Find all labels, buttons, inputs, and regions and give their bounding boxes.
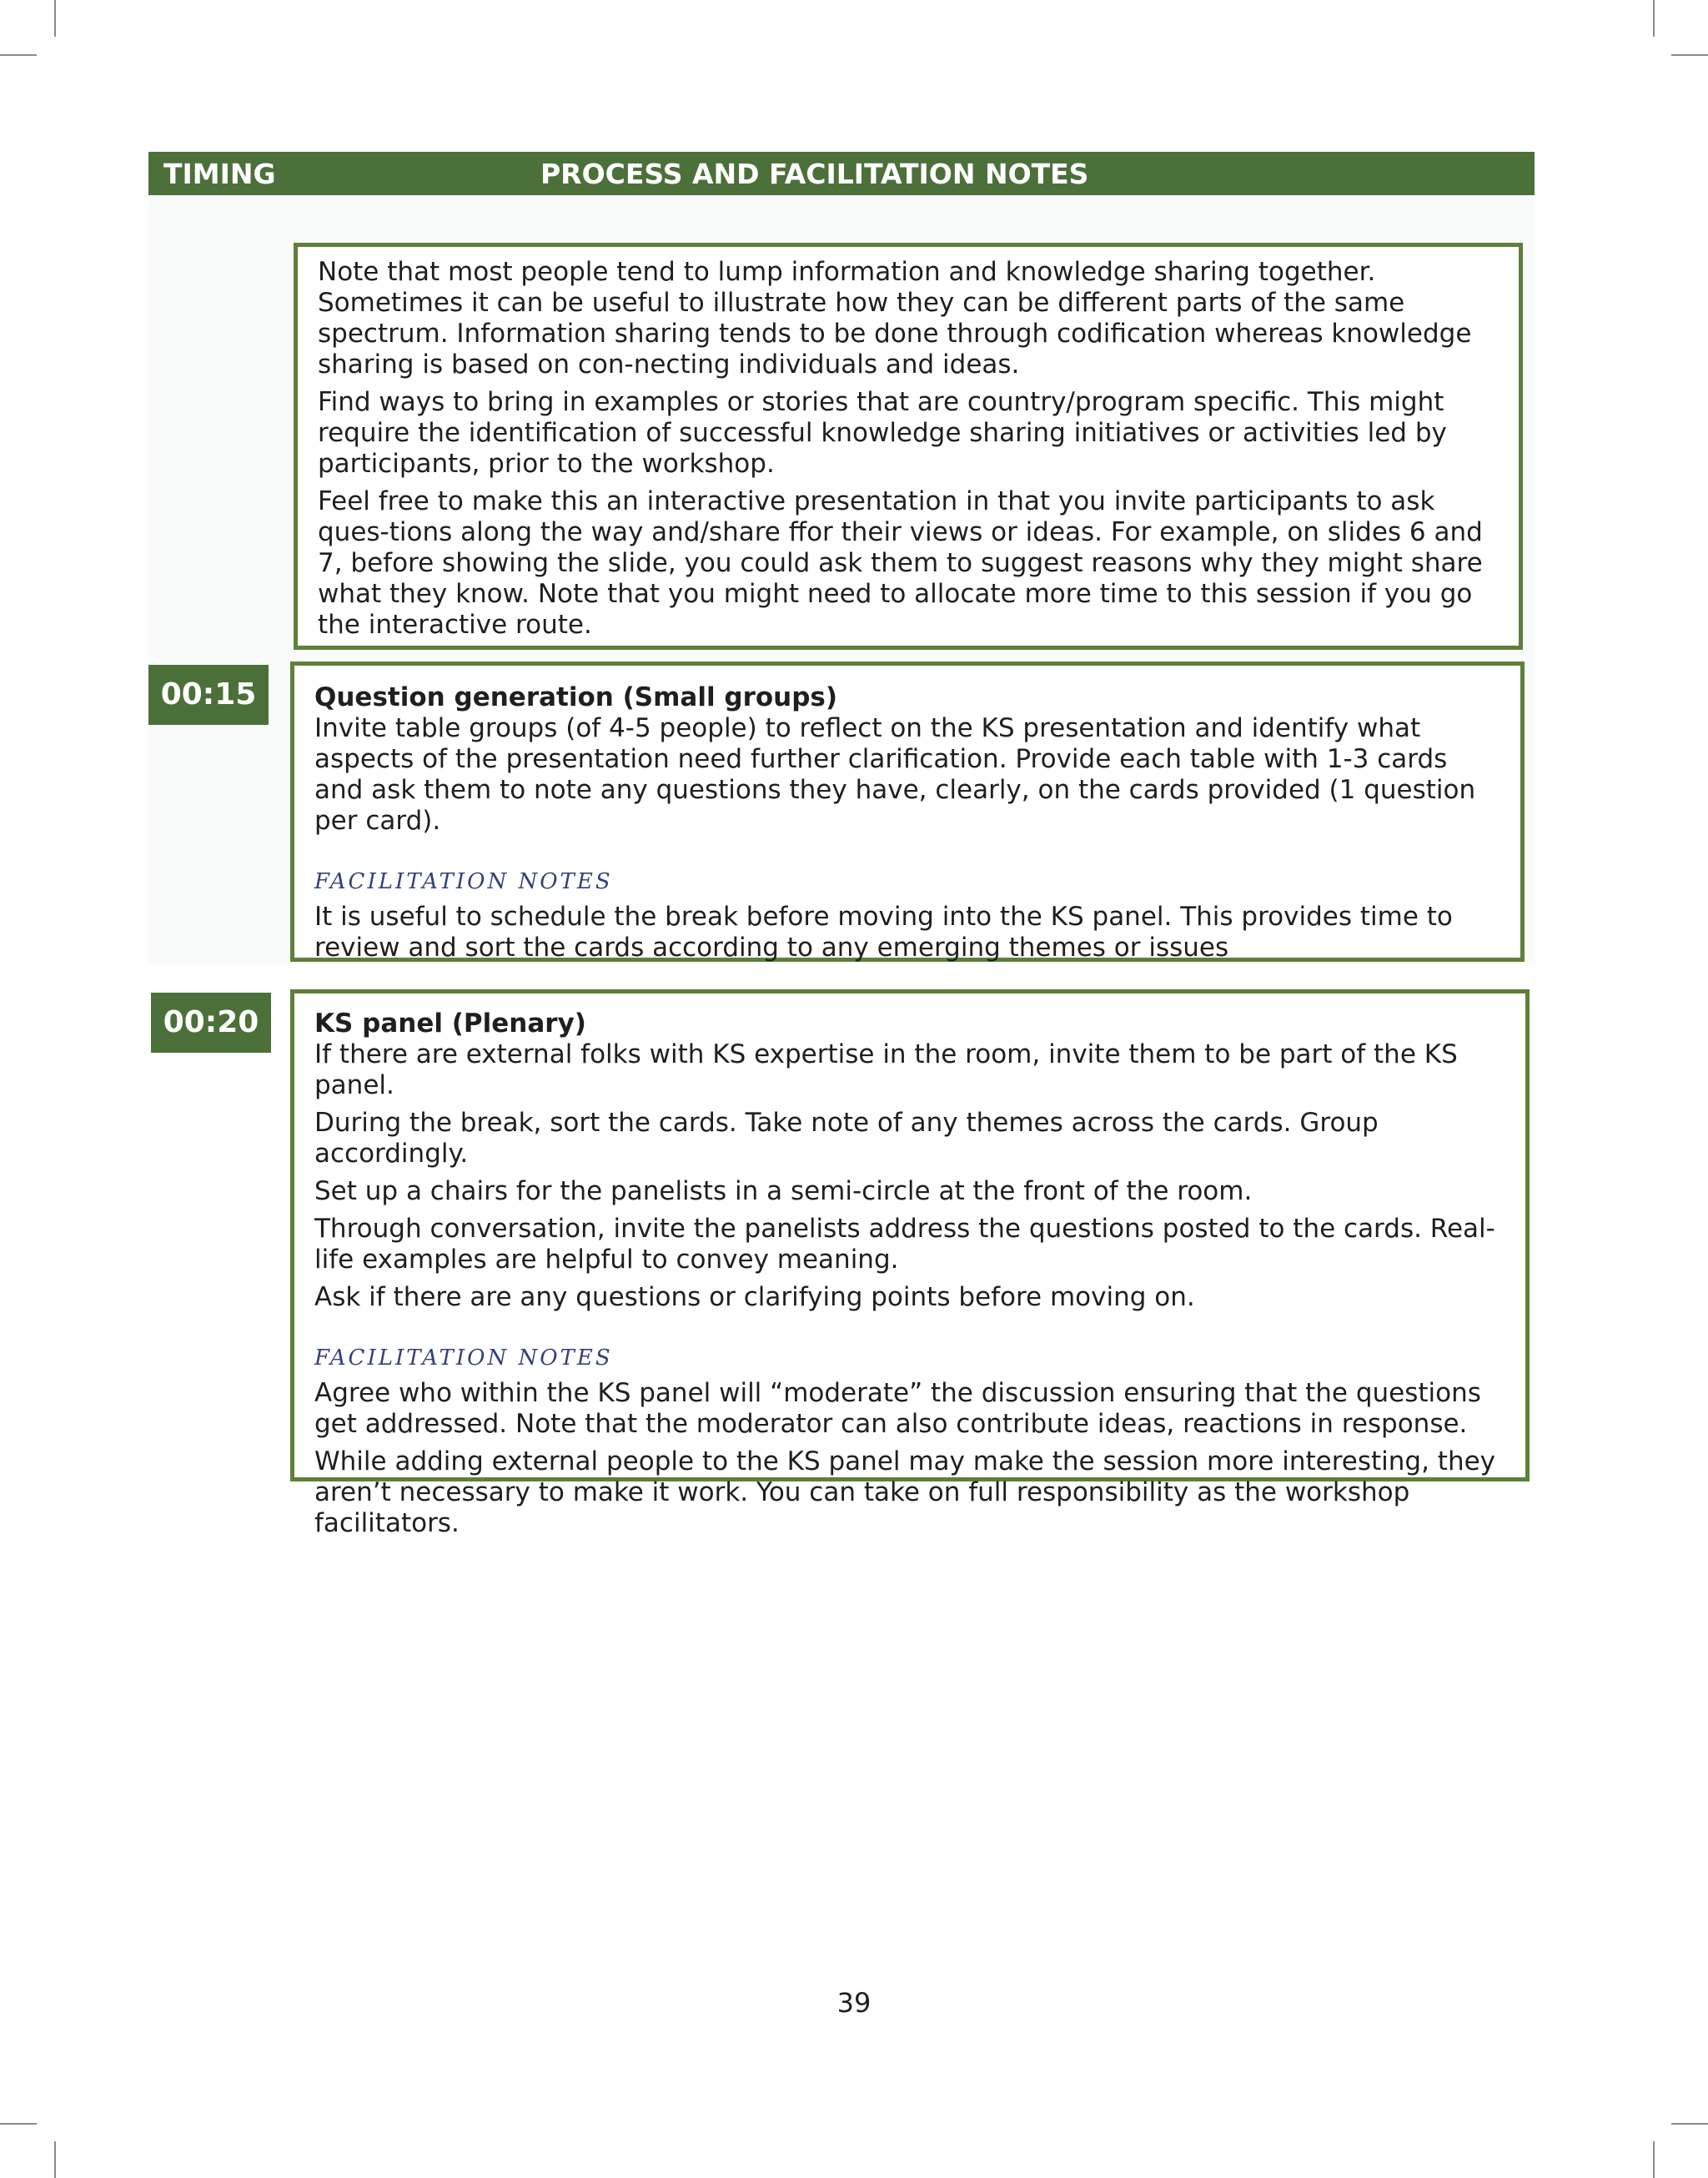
page-number: 39	[836, 1987, 872, 2019]
facilitation-note: Agree who within the KS panel will “moderate” the discussion ensuring that the questions get addressed. Note that the moderator can also contribute ideas, reactions in response.	[314, 1378, 1481, 1439]
crop-mark	[1653, 0, 1655, 37]
notes-column-heading: PROCESS AND FACILITATION NOTES	[540, 158, 1089, 190]
table-header	[148, 152, 1535, 195]
intro-paragraph: Note that most people tend to lump information and knowledge sharing together. Sometimes it can be useful to illustrate how they can be different parts of the same spectrum. Information sharing tends to be done through codification whereas knowledge sharing is based on con-necting individuals and ideas.	[318, 257, 1472, 380]
time-badge: 00:20	[151, 993, 271, 1053]
crop-mark	[0, 2123, 37, 2125]
facilitation-note: While adding external people to the KS panel may make the session more interesting, they aren’t necessary to make it work. You can take on full responsibility as the workshop facilitators.	[314, 1446, 1496, 1538]
session-paragraph: Ask if there are any questions or clarifying points before moving on.	[314, 1282, 1195, 1312]
facilitation-note: It is useful to schedule the break before moving into the KS panel. This provides time to review and sort the cards according to any emerging themes or issues	[314, 902, 1453, 963]
session-paragraph: If there are external folks with KS expertise in the room, invite them to be part of the KS panel.	[314, 1039, 1458, 1100]
time-badge: 00:15	[148, 665, 269, 725]
session-title: Question generation (Small groups)	[314, 682, 838, 712]
session-paragraph: Set up a chairs for the panelists in a semi-circle at the front of the room.	[314, 1176, 1253, 1206]
facilitation-notes-label: FACILITATION NOTES	[314, 869, 613, 894]
session-paragraph: During the break, sort the cards. Take note of any themes across the cards. Group accordingly.	[314, 1108, 1379, 1169]
timing-column-heading: TIMING	[163, 158, 276, 190]
intro-notes-box	[294, 243, 1523, 650]
session-box-ks-panel	[290, 989, 1530, 1538]
crop-mark	[54, 2141, 56, 2178]
crop-mark	[1671, 54, 1708, 56]
session-paragraph: Invite table groups (of 4-5 people) to reflect on the KS presentation and identify what aspects of the presentation need further clarification. Provide each table with 1-3 cards and ask them to note any questions they have, clearly, on the cards provided (1 question per card).	[314, 713, 1476, 836]
facilitation-notes-label: FACILITATION NOTES	[314, 1346, 613, 1371]
session-title: KS panel (Plenary)	[314, 1009, 586, 1039]
intro-paragraph: Feel free to make this an interactive presentation in that you invite participants to ask ques-tions along the way and/share ffor their views or ideas. For example, on slides 6 and 7, before showing the slide, you could ask them to suggest reasons why they might share what they know. Note that you might need to allocate more time to this session if you go the interactive route.	[318, 486, 1483, 640]
crop-mark	[0, 54, 37, 56]
intro-paragraph: Find ways to bring in examples or stories that are country/program specific. This might require the identification of successful knowledge sharing initiatives or activities led by participants, prior to the workshop.	[318, 387, 1447, 479]
crop-mark	[1653, 2141, 1655, 2178]
session-box-question-generation	[290, 661, 1525, 962]
session-paragraph: Through conversation, invite the panelists address the questions posted to the cards. Real-life examples are helpful to convey meaning.	[314, 1214, 1495, 1275]
crop-mark	[1671, 2123, 1708, 2125]
crop-mark	[54, 0, 56, 37]
